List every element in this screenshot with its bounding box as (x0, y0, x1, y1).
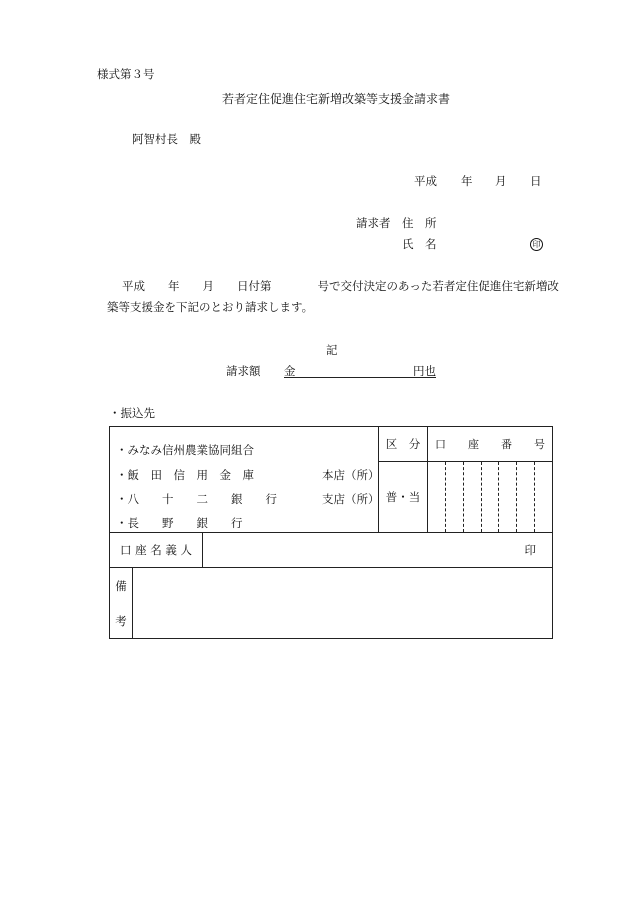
remarks-field (133, 568, 552, 638)
amount-field (284, 363, 436, 378)
digit-cell (445, 462, 463, 532)
applicant-label: 請求者 (356, 216, 391, 230)
addressee: 阿智村長 殿 (132, 132, 201, 146)
body-line-1: 平成 年 月 日付第 号で交付決定のあった若者定住促進住宅新増改 (122, 279, 559, 293)
body-line-2: 築等支援金を下記のとおり請求します。 (107, 300, 314, 314)
digit-cell (516, 462, 534, 532)
bank-option-4: ・長 野 銀 行 (116, 515, 243, 530)
digit-cell (481, 462, 499, 532)
amount-prefix: 金 (284, 364, 296, 378)
ki-mark: 記 (326, 343, 338, 357)
seal-icon: 印 (530, 238, 543, 251)
digit-cell (498, 462, 516, 532)
branch-main: 本店（所） (322, 467, 380, 482)
remarks-row (110, 568, 553, 639)
digit-cell (463, 462, 481, 532)
date-era: 平成 (414, 174, 437, 188)
account-number-header: 口 座 番 号 (428, 427, 553, 462)
document-title: 若者定住促進住宅新増改築等支援金請求書 (222, 92, 451, 106)
bank-option-1: ・みなみ信州農業協同組合 (116, 442, 254, 457)
bank-transfer-table (109, 426, 553, 639)
bank-option-2: ・飯 田 信 用 金 庫 (116, 467, 254, 482)
digit-cell (534, 462, 552, 532)
date-day-label: 日 (530, 174, 542, 188)
remarks-label (110, 568, 133, 638)
remarks-label-1: 備 (115, 578, 127, 593)
address-label: 住 所 (402, 216, 437, 230)
digit-cell (428, 462, 445, 532)
bank-option-3: ・八 十 二 銀 行 (116, 491, 277, 506)
name-label: 氏 名 (402, 237, 437, 251)
account-number-cells (428, 462, 553, 533)
branch-sub: 支店（所） (322, 491, 380, 506)
account-holder-label: 口 座 名 義 人 (110, 533, 203, 568)
kubun-header: 区 分 (379, 427, 428, 462)
transfer-heading: ・振込先 (109, 406, 155, 420)
amount-suffix: 円也 (413, 364, 436, 378)
amount-label: 請求額 (226, 364, 261, 378)
holder-seal-label: 印 (524, 543, 536, 557)
applicant-seal-mark (530, 236, 543, 251)
bank-list-cell (110, 427, 379, 533)
date-month-label: 月 (495, 174, 507, 188)
date-year-label: 年 (461, 174, 473, 188)
form-number: 様式第３号 (97, 67, 155, 81)
kubun-value: 普・当 (379, 462, 428, 533)
account-holder-cell (203, 533, 553, 568)
remarks-label-2: 考 (115, 613, 127, 628)
